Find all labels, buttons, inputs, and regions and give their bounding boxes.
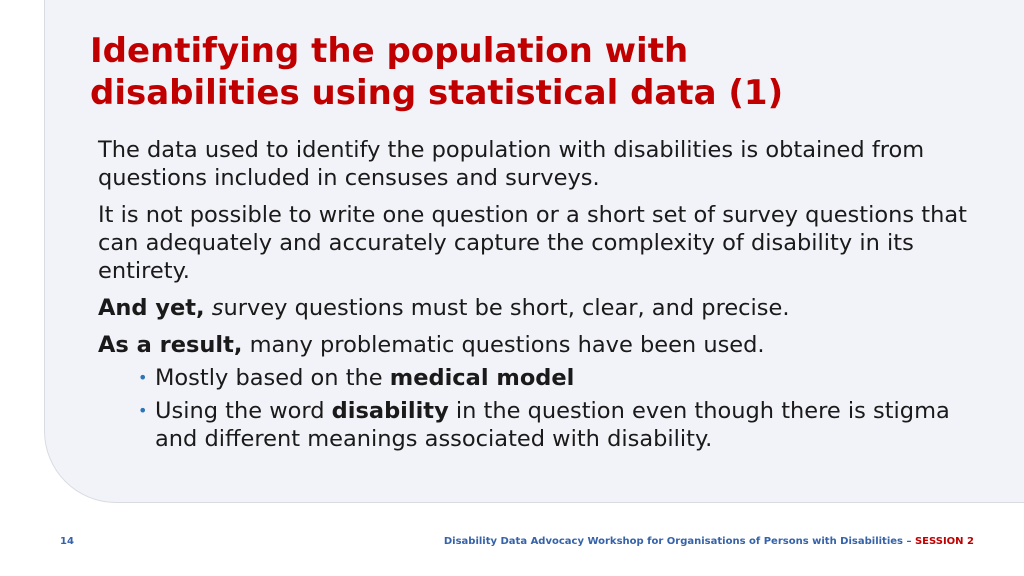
footer-workshop: Disability Data Advocacy Workshop for Organisations of Persons with Disabilities – bbox=[443, 536, 915, 547]
bullet-dot-icon: • bbox=[138, 401, 148, 420]
paragraph-and-yet bbox=[98, 294, 998, 322]
title-line-1: Identifying the population with bbox=[90, 31, 689, 71]
title-line-2: disabilities using statistical data (1) bbox=[90, 73, 784, 113]
and-yet-label: And yet, bbox=[98, 295, 205, 321]
bullet-2-text-end: in the question even though there is stigma and different meanings associated with disability. bbox=[155, 398, 950, 452]
as-a-result-label: As a result, bbox=[98, 332, 243, 358]
paragraph-complexity: It is not possible to write one question or a short set of survey questions that can adequately and accurately capture the complexity of disability in its entirety. bbox=[98, 202, 967, 284]
footer-session: SESSION 2 bbox=[914, 536, 974, 547]
bullet-medical-model bbox=[138, 364, 998, 392]
bullet-dot-icon: • bbox=[138, 368, 148, 387]
bullet-2-bold: disability bbox=[331, 398, 449, 424]
and-yet-text: urvey questions must be short, clear, and precise. bbox=[223, 295, 790, 321]
bullet-disability-word bbox=[138, 397, 998, 453]
bullet-1-bold: medical model bbox=[389, 365, 575, 391]
bullet-1-text: Mostly based on the bbox=[155, 365, 390, 391]
bullet-list bbox=[98, 364, 998, 453]
page-number: 14 bbox=[60, 536, 74, 547]
slide-title bbox=[90, 30, 990, 114]
paragraph-data-source: The data used to identify the population with disabilities is obtained from questions included in censuses and surveys. bbox=[98, 137, 925, 191]
as-a-result-text: many problematic questions have been used. bbox=[249, 332, 765, 358]
and-yet-italic-letter: s bbox=[211, 295, 224, 321]
bullet-2-text: Using the word bbox=[155, 398, 332, 424]
slide-body bbox=[98, 136, 998, 458]
footer-caption bbox=[444, 536, 974, 547]
paragraph-as-a-result bbox=[98, 331, 998, 359]
